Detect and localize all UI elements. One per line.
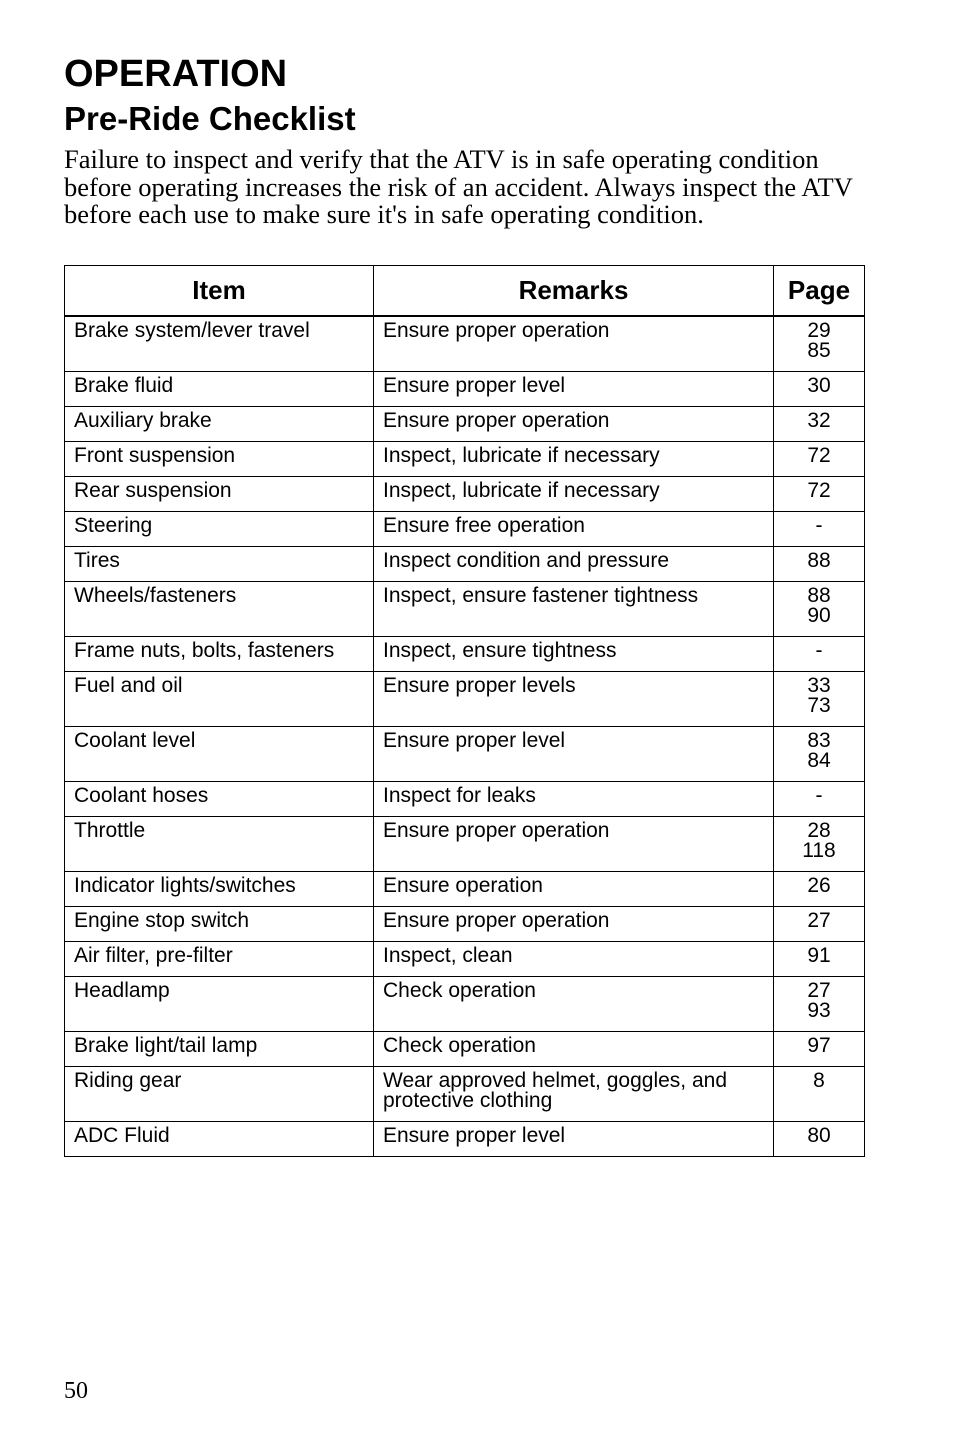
page-reference: 28 — [807, 819, 831, 842]
cell-remarks: Ensure proper operation — [374, 407, 774, 442]
cell-remarks: Inspect condition and pressure — [374, 547, 774, 582]
cell-page — [774, 1032, 865, 1067]
column-header-item: Item — [65, 266, 374, 317]
cell-page — [774, 372, 865, 407]
page-number: 50 — [64, 1378, 88, 1404]
page-reference: 30 — [807, 374, 831, 397]
page-reference: 8 — [813, 1069, 825, 1092]
section-title: OPERATION — [64, 53, 288, 95]
table-row — [65, 316, 865, 372]
intro-paragraph: Failure to inspect and verify that the ATV is in safe operating condition before operating increases the risk of an accident. Always inspect the ATV before each use to make sure it's in safe operating condition. — [64, 144, 853, 229]
page-reference: 93 — [807, 999, 831, 1022]
table-header — [65, 266, 865, 317]
table-row — [65, 637, 865, 672]
table-row — [65, 1122, 865, 1157]
cell-remarks: Ensure proper level — [374, 1122, 774, 1157]
page-reference: 88 — [807, 549, 831, 572]
cell-page — [774, 316, 865, 372]
page-title: Pre-Ride Checklist — [64, 100, 356, 137]
cell-item: Frame nuts, bolts, fasteners — [65, 637, 374, 672]
cell-page — [774, 582, 865, 637]
cell-item: Steering — [65, 512, 374, 547]
cell-remarks: Ensure proper operation — [374, 907, 774, 942]
cell-remarks: Inspect, ensure fastener tightness — [374, 582, 774, 637]
cell-remarks: Inspect, clean — [374, 942, 774, 977]
cell-item: Brake system/lever travel — [65, 316, 374, 372]
cell-remarks: Inspect, lubricate if necessary — [374, 442, 774, 477]
page-reference: 26 — [807, 874, 831, 897]
page-reference: 27 — [807, 979, 831, 1002]
column-header-remarks: Remarks — [374, 266, 774, 317]
cell-remarks: Wear approved helmet, goggles, and protective clothing — [374, 1067, 774, 1122]
cell-page — [774, 477, 865, 512]
page-reference: 90 — [807, 604, 831, 627]
cell-item: Front suspension — [65, 442, 374, 477]
column-header-page: Page — [774, 266, 865, 317]
cell-item: Coolant hoses — [65, 782, 374, 817]
page-reference: 72 — [807, 479, 831, 502]
cell-page — [774, 942, 865, 977]
cell-remarks: Check operation — [374, 1032, 774, 1067]
cell-remarks: Ensure free operation — [374, 512, 774, 547]
cell-item: Brake light/tail lamp — [65, 1032, 374, 1067]
page-reference: 80 — [807, 1124, 831, 1147]
cell-item: Rear suspension — [65, 477, 374, 512]
cell-remarks: Ensure operation — [374, 872, 774, 907]
cell-item: Wheels/fasteners — [65, 582, 374, 637]
page-reference: 73 — [807, 694, 831, 717]
page-reference: - — [815, 784, 823, 807]
table-row — [65, 407, 865, 442]
cell-page — [774, 637, 865, 672]
cell-item: Engine stop switch — [65, 907, 374, 942]
cell-item: Riding gear — [65, 1067, 374, 1122]
manual-page — [64, 52, 864, 1147]
page-reference: 83 — [807, 729, 831, 752]
cell-page — [774, 907, 865, 942]
table-row — [65, 442, 865, 477]
cell-page — [774, 1067, 865, 1122]
cell-remarks: Ensure proper level — [374, 727, 774, 782]
cell-remarks: Check operation — [374, 977, 774, 1032]
cell-item: Indicator lights/switches — [65, 872, 374, 907]
page-reference: 91 — [807, 944, 831, 967]
table-row — [65, 727, 865, 782]
cell-item: Air filter, pre-filter — [65, 942, 374, 977]
cell-remarks: Ensure proper operation — [374, 316, 774, 372]
cell-remarks: Inspect, ensure tightness — [374, 637, 774, 672]
cell-remarks: Inspect for leaks — [374, 782, 774, 817]
page-reference: 85 — [807, 339, 831, 362]
cell-page — [774, 1122, 865, 1157]
table-body — [65, 316, 865, 1157]
cell-item: Tires — [65, 547, 374, 582]
page-reference: 118 — [802, 839, 836, 862]
cell-page — [774, 512, 865, 547]
page-reference: 27 — [807, 909, 831, 932]
table-row — [65, 672, 865, 727]
cell-remarks: Ensure proper operation — [374, 817, 774, 872]
page-reference: 88 — [807, 584, 831, 607]
cell-page — [774, 547, 865, 582]
cell-item: Headlamp — [65, 977, 374, 1032]
cell-page — [774, 782, 865, 817]
cell-page — [774, 442, 865, 477]
cell-page — [774, 817, 865, 872]
cell-item: Throttle — [65, 817, 374, 872]
page-reference: 32 — [807, 409, 831, 432]
header-row — [65, 266, 865, 317]
page-reference: 72 — [807, 444, 831, 467]
table-row — [65, 477, 865, 512]
table-row — [65, 1032, 865, 1067]
table-row — [65, 907, 865, 942]
cell-item: ADC Fluid — [65, 1122, 374, 1157]
table-row — [65, 817, 865, 872]
table-row — [65, 512, 865, 547]
cell-page — [774, 727, 865, 782]
table-row — [65, 977, 865, 1032]
table-row — [65, 942, 865, 977]
page-reference: - — [815, 639, 823, 662]
cell-page — [774, 407, 865, 442]
cell-remarks: Ensure proper level — [374, 372, 774, 407]
cell-remarks: Ensure proper levels — [374, 672, 774, 727]
table-row — [65, 872, 865, 907]
page-reference: 84 — [807, 749, 831, 772]
cell-item: Fuel and oil — [65, 672, 374, 727]
page-reference: 29 — [807, 319, 831, 342]
table-row — [65, 372, 865, 407]
table-row — [65, 547, 865, 582]
page-reference: 33 — [807, 674, 831, 697]
table-row — [65, 782, 865, 817]
cell-item: Auxiliary brake — [65, 407, 374, 442]
page-reference: 97 — [807, 1034, 831, 1057]
cell-page — [774, 872, 865, 907]
table-row — [65, 582, 865, 637]
cell-item: Brake fluid — [65, 372, 374, 407]
table-row — [65, 1067, 865, 1122]
cell-page — [774, 672, 865, 727]
cell-item: Coolant level — [65, 727, 374, 782]
cell-remarks: Inspect, lubricate if necessary — [374, 477, 774, 512]
checklist-table — [64, 265, 865, 1157]
cell-page — [774, 977, 865, 1032]
page-reference: - — [815, 514, 823, 537]
